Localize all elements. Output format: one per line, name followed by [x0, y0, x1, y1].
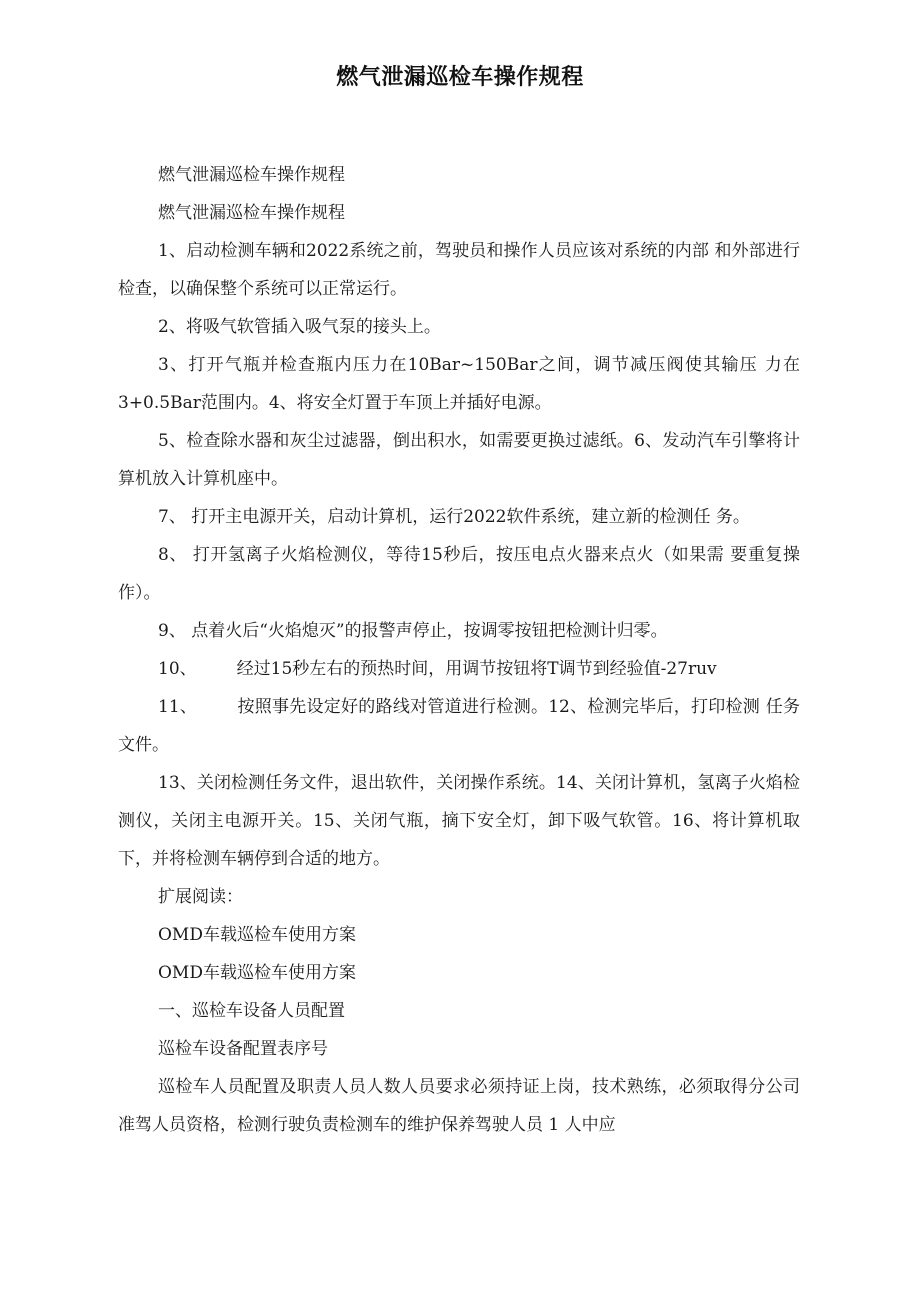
paragraph-step-10	[118, 650, 800, 688]
paragraph-step-3-4: 3、打开气瓶并检查瓶内压力在10Bar~150Bar之间，调节减压阀使其输压 力在3+0.5Bar范围内。4、将安全灯置于车顶上并插好电源。	[118, 355, 800, 413]
step-10-text: 经过15秒左右的预热时间，用调节按钮将T调节到经验值-27ruv	[236, 659, 717, 679]
document-body	[118, 156, 800, 1144]
paragraph-step-7: 7、 打开主电源开关，启动计算机，运行2022软件系统，建立新的检测任 务。	[158, 507, 750, 527]
paragraph-step-2: 2、将吸气软管插入吸气泵的接头上。	[158, 317, 441, 337]
paragraph-extended-reading: 扩展阅读：	[158, 887, 243, 907]
document-title: 燃气泄漏巡检车操作规程	[336, 65, 584, 90]
paragraph-equipment-table: 巡检车设备配置表序号	[158, 1039, 328, 1059]
paragraph-2: 燃气泄漏巡检车操作规程	[158, 203, 345, 223]
step-11-text: 按照事先设定好的路线对管道进行检测。12、检测完毕后，打印检测 任务文件。	[118, 697, 800, 755]
paragraph-staff-config: 巡检车人员配置及职责人员人数人员要求必须持证上岗，技术熟练，必须取得分公司准驾人员资格，检测行驶负责检测车的维护保养驾驶人员 1 人中应	[118, 1077, 800, 1135]
paragraph-step-9: 9、 点着火后“火焰熄灭”的报警声停止，按调零按钮把检测计归零。	[158, 621, 668, 641]
paragraph-omd-1: OMD车载巡检车使用方案	[158, 925, 356, 945]
step-10-number: 10、	[158, 659, 197, 679]
paragraph-step-5-6: 5、检查除水器和灰尘过滤器，倒出积水，如需要更换过滤纸。6、发动汽车引擎将计算机放入计算机座中。	[118, 431, 800, 489]
step-11-number: 11、	[158, 697, 198, 717]
paragraph-step-8: 8、 打开氢离子火焰检测仪，等待15秒后，按压电点火器来点火（如果需 要重复操作）。	[118, 545, 800, 603]
paragraph-step-13-16: 13、关闭检测任务文件，退出软件，关闭操作系统。14、关闭计算机，氢离子火焰检测仪，关闭主电源开关。15、关闭气瓶，摘下安全灯，卸下吸气软管。16、将计算机取下，并将检测车辆停到合适的地方。	[118, 773, 800, 869]
paragraph-step-11-12	[118, 688, 800, 764]
paragraph-omd-2: OMD车载巡检车使用方案	[158, 963, 356, 983]
paragraph-step-1: 1、启动检测车辆和2022系统之前，驾驶员和操作人员应该对系统的内部 和外部进行检查，以确保整个系统可以正常运行。	[118, 241, 800, 299]
paragraph-section-1: 一、巡检车设备人员配置	[158, 1001, 345, 1021]
paragraph-1: 燃气泄漏巡检车操作规程	[158, 165, 345, 185]
